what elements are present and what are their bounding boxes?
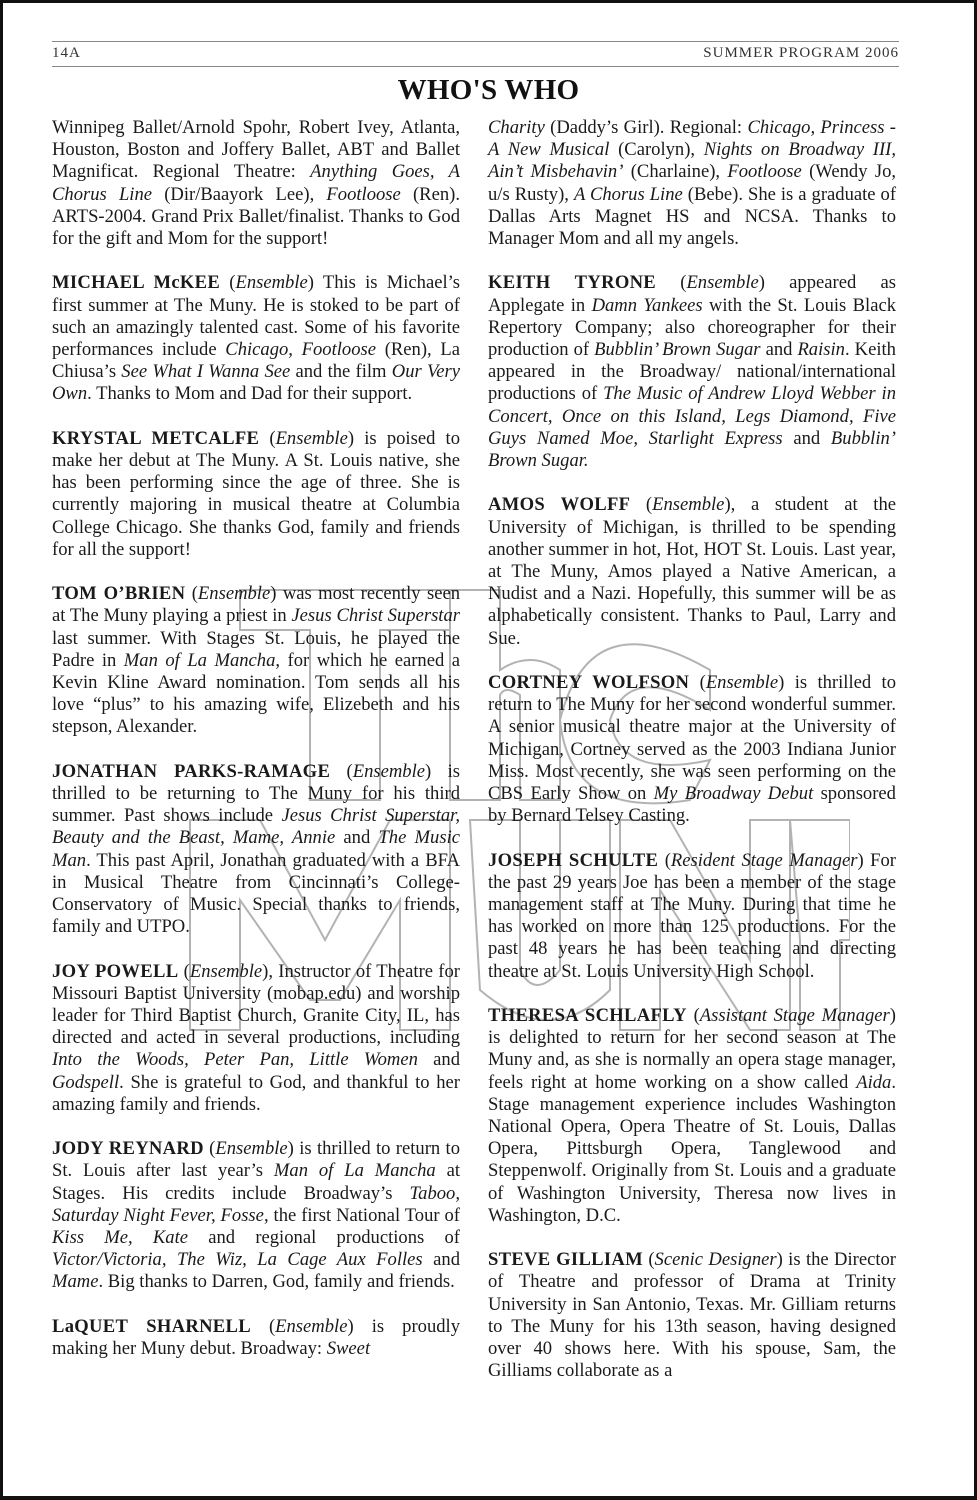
- bio-text: is the Director of Theatre and professor of Drama at Trinity University in San Antonio, Texas. Mr. Gilliam returns to The Muny for his 13th season, having designed over 40 shows here. With his spouse, Sam, the Gilliams collaborate as a: [488, 1249, 896, 1382]
- bio-name: JOY POWELL: [52, 960, 179, 982]
- bio-entry: TOM O’BRIEN (Ensemble) was most recently seen at The Muny playing a priest in Jesus Christ Superstar last summer. With Stages St. Louis, he played the Padre in Man of La Mancha, for which he earned a Kevin Kline Award nomination. Tom sends all his love “plus” to his amazing wife, Elizebeth and his stepson, Alexander.: [52, 583, 461, 738]
- bio-role: Ensemble: [197, 583, 271, 605]
- bio-role: Ensemble: [215, 1138, 288, 1160]
- bio-role: Ensemble: [686, 272, 759, 294]
- publication-title: SUMMER PROGRAM 2006: [703, 45, 899, 61]
- bio-name: JOSEPH SCHULTE: [488, 849, 659, 871]
- bio-role: Ensemble: [352, 760, 426, 782]
- bio-text: is delighted to return for her second season at The Muny and, as she is normally an opera stage manager, feels right at home working on a show called Aida. Stage management experience includes Washington National Opera, Opera Theatre of St. Louis, Dallas Opera, Pittsburgh Opera, Tanglewood and Steppenwolf. Originally from St. Louis and a graduate of Washington University, Theresa now lives in Washington, D.C.: [488, 1027, 896, 1226]
- bio-entry: MICHAEL McKEE (Ensemble) This is Michael’s first summer at The Muny. He is stoked to be part of such an amazingly talented cast. Some of his favorite performances include Chicago, Footloose (Ren), La Chiusa’s See What I Wanna See and the film Our Very Own. Thanks to Mom and Dad for their support.: [52, 272, 461, 405]
- page-number: 14A: [52, 45, 81, 61]
- bio-name: JONATHAN PARKS-RAMAGE: [52, 760, 331, 782]
- bio-entry: KEITH TYRONE (Ensemble) appeared as Applegate in Damn Yankees with the St. Louis Black Repertory Company; also choreographer for their production of Bubblin’ Brown Sugar and Raisin. Keith appeared in the Broadway/ national/international productions of The Music of Andrew Lloyd Webber in Concert, Once on this Island, Legs Diamond, Five Guys Named Moe, Starlight Express and Bubblin’ Brown Sugar.: [488, 272, 896, 472]
- bio-role: Assistant Stage Manager: [699, 1005, 890, 1027]
- bio-entry: JOSEPH SCHULTE (Resident Stage Manager) For the past 29 years Joe has been a member of the stage management staff at The Muny. During that time he has worked on more than 125 productions. For the past 48 years he has been teaching and directing theatre at St. Louis University High School.: [488, 849, 897, 982]
- bio-text: is thrilled to return to St. Louis after last year’s Man of La Mancha at Stages. His credits include Broadway’s Taboo, Saturday Night Fever, Fosse, the first National Tour of Kiss Me, Kate and regional productions of Victor/Victoria, The Wiz, La Cage Aux Folles and Mame. Big thanks to Darren, God, family and friends.: [52, 1138, 460, 1293]
- bio-role: Ensemble: [705, 672, 779, 694]
- bio-name: STEVE GILLIAM: [488, 1249, 643, 1271]
- bio-name: AMOS WOLFF: [488, 494, 631, 516]
- bio-role: Scenic Designer: [654, 1249, 777, 1271]
- bio-text: appeared as Applegate in Damn Yankees with the St. Louis Black Repertory Company; also choreographer for their production of Bubblin’ Brown Sugar and Raisin. Keith appeared in the Broadway/ national/international productions of The Music of Andrew Lloyd Webber in Concert, Once on this Island, Legs Diamond, Five Guys Named Moe, Starlight Express and Bubblin’ Brown Sugar.: [488, 272, 896, 472]
- page-title: WHO'S WHO: [397, 74, 580, 106]
- bio-entry: KRYSTAL METCALFE (Ensemble) is poised to make her debut at The Muny. A St. Louis native, she has been performing since the age of three. She is currently majoring in musical theatre at Columbia College Chicago. She thanks God, family and friends for all the support!: [52, 427, 461, 560]
- bio-role: Ensemble: [275, 1315, 348, 1337]
- bio-entry: AMOS WOLFF (Ensemble), a student at the University of Michigan, is thrilled to be spending another summer in hot, Hot, HOT St. Louis. Last year, at The Muny, Amos played a Native American, a Nudist and a Nazi. Hopefully, this summer will be as alphabetically consistent. Thanks to Paul, Larry and Sue.: [488, 494, 897, 649]
- bio-entry: JODY REYNARD (Ensemble) is thrilled to return to St. Louis after last year’s Man of La Mancha at Stages. His credits include Broadway’s Taboo, Saturday Night Fever, Fosse, the first National Tour of Kiss Me, Kate and regional productions of Victor/Victoria, The Wiz, La Cage Aux Folles and Mame. Big thanks to Darren, God, family and friends.: [52, 1138, 460, 1293]
- bio-text: , Instructor of Theatre for Missouri Baptist University (mobap.edu) and worship leader for Third Baptist Church, Granite City, IL, has directed and acted in several productions, including Into the Woods, Peter Pan, Little Women and Godspell. She is grateful to God, and thankful to her amazing family and friends.: [52, 960, 461, 1115]
- bio-text: is proudly making her Muny debut. Broadway: Sweet: [52, 1315, 461, 1360]
- bio-text: is poised to make her debut at The Muny. A St. Louis native, she has been performing since the age of three. She is currently majoring in musical theatre at Columbia College Chicago. She thanks God, family and friends for all the support!: [52, 427, 461, 560]
- bio-name: MICHAEL McKEE: [52, 272, 221, 294]
- bio-name: KEITH TYRONE: [488, 272, 657, 294]
- bio-text: is thrilled to be returning to The Muny for his third summer. Past shows include Jesus Christ Superstar, Beauty and the Beast, Mame, Annie and The Music Man. This past April, Jonathan graduated with a BFA in Musical Theatre from Cincinnati’s College-Conservatory of Music. Special thanks to friends, family and UTPO.: [52, 760, 460, 938]
- bio-name: THERESA SCHLAFLY: [488, 1005, 687, 1027]
- bio-text: is thrilled to return to The Muny for her second wonderful summer. A senior musical theatre major at the University of Michigan, Cortney served as the 2003 Indiana Junior Miss. Most recently, she was seen performing on the CBS Early Show on My Broadway Debut sponsored by Bernard Telsey Casting.: [488, 672, 897, 827]
- bio-role: Resident Stage Manager: [670, 849, 858, 871]
- bio-entry: STEVE GILLIAM (Scenic Designer) is the Director of Theatre and professor of Drama at Trinity University in San Antonio, Texas. Mr. Gilliam returns to The Muny for his 13th season, having designed over 40 shows here. With his spouse, Sam, the Gilliams collaborate as a: [488, 1249, 896, 1382]
- bio-text: , a student at the University of Michigan, is thrilled to be spending another summer in hot, Hot, HOT St. Louis. Last year, at The Muny, Amos played a Native American, a Nudist and a Nazi. Hopefully, this summer will be as alphabetically consistent. Thanks to Paul, Larry and Sue.: [488, 494, 897, 649]
- bio-entry: JOY POWELL (Ensemble), Instructor of Theatre for Missouri Baptist University (mobap.edu) and worship leader for Third Baptist Church, Granite City, IL, has directed and acted in several productions, including Into the Woods, Peter Pan, Little Women and Godspell. She is grateful to God, and thankful to her amazing family and friends.: [52, 960, 461, 1115]
- bio-name: TOM O’BRIEN: [52, 583, 186, 605]
- left-column: [52, 117, 460, 1382]
- bio-entry: THERESA SCHLAFLY (Assistant Stage Manager) is delighted to return for her second season at The Muny and, as she is normally an opera stage manager, feels right at home working on a show called Aida. Stage management experience includes Washington National Opera, Opera Theatre of St. Louis, Dallas Opera, Pittsburgh Opera, Tanglewood and Steppenwolf. Originally from St. Louis and a graduate of Washington University, Theresa now lives in Washington, D.C.: [488, 1005, 896, 1226]
- running-head: [52, 41, 899, 67]
- bio-continuation: [52, 117, 460, 250]
- bio-role: Ensemble: [275, 427, 348, 449]
- bio-text: was most recently seen at The Muny playing a priest in Jesus Christ Superstar last summer. With Stages St. Louis, he played the Padre in Man of La Mancha, for which he earned a Kevin Kline Award nomination. Tom sends all his love “plus” to his amazing wife, Elizebeth and his stepson, Alexander.: [52, 583, 461, 738]
- bio-text: For the past 29 years Joe has been a member of the stage management staff at The Muny. During that time he has worked on more than 125 productions. For the past 48 years he has been teaching and directing theatre at St. Louis University High School.: [488, 849, 897, 982]
- bio-name: KRYSTAL METCALFE: [52, 427, 260, 449]
- bio-continuation: [488, 117, 896, 250]
- bio-role: Ensemble: [652, 494, 725, 516]
- bio-entry: JONATHAN PARKS-RAMAGE (Ensemble) is thrilled to be returning to The Muny for his third summer. Past shows include Jesus Christ Superstar, Beauty and the Beast, Mame, Annie and The Music Man. This past April, Jonathan graduated with a BFA in Musical Theatre from Cincinnati’s College-Conservatory of Music. Special thanks to friends, family and UTPO.: [52, 760, 460, 938]
- bio-text: This is Michael’s first summer at The Muny. He is stoked to be part of such an amazingly talented cast. Some of his favorite performances include Chicago, Footloose (Ren), La Chiusa’s See What I Wanna See and the film Our Very Own. Thanks to Mom and Dad for their support.: [52, 272, 461, 405]
- bio-name: CORTNEY WOLFSON: [488, 672, 690, 694]
- bio-role: Ensemble: [235, 272, 308, 294]
- bio-text: Winnipeg Ballet/Arnold Spohr, Robert Ivey, Atlanta, Houston, Boston and Joffery Ballet, ABT and Ballet Magnificat. Regional Theatre: Anything Goes, A Chorus Line (Dir/Baayork Lee), Footloose (Ren). ARTS-2004. Grand Prix Ballet/finalist. Thanks to God for the gift and Mom for the support!: [52, 117, 460, 250]
- bio-name: JODY REYNARD: [52, 1138, 204, 1160]
- bio-entry: LaQUET SHARNELL (Ensemble) is proudly making her Muny debut. Broadway: Sweet: [52, 1315, 461, 1360]
- bio-role: Ensemble: [189, 960, 263, 982]
- right-column: [488, 117, 896, 1405]
- bio-entry: CORTNEY WOLFSON (Ensemble) is thrilled to return to The Muny for her second wonderful summer. A senior musical theatre major at the University of Michigan, Cortney served as the 2003 Indiana Junior Miss. Most recently, she was seen performing on the CBS Early Show on My Broadway Debut sponsored by Bernard Telsey Casting.: [488, 672, 897, 827]
- bio-text: Charity (Daddy’s Girl). Regional: Chicago, Princess - A New Musical (Carolyn), Nights on Broadway III, Ain’t Misbehavin’ (Charlaine), Footloose (Wendy Jo, u/s Rusty), A Chorus Line (Bebe). She is a graduate of Dallas Arts Magnet HS and NCSA. Thanks to Manager Mom and all my angels.: [488, 117, 897, 250]
- bio-name: LaQUET SHARNELL: [52, 1315, 251, 1337]
